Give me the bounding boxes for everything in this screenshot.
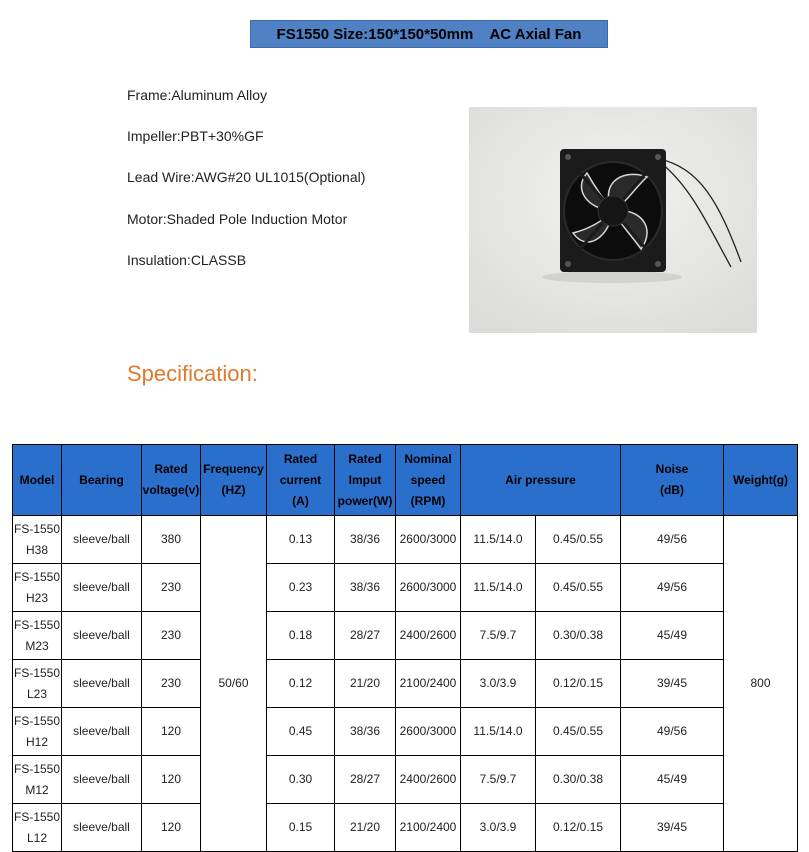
model-prefix: FS-1550 <box>13 809 61 824</box>
cell-air-pressure-2: 0.12/0.15 <box>536 660 621 708</box>
header-voltage-line: Rated <box>154 462 188 476</box>
cell-noise: 39/45 <box>621 660 724 708</box>
cell-current: 0.30 <box>267 756 335 804</box>
table-row <box>13 612 798 660</box>
cell-speed: 2100/2400 <box>396 804 461 852</box>
cell-bearing: sleeve/ball <box>62 756 142 804</box>
section-title: Specification: <box>127 361 258 386</box>
spec-frame: Frame:Aluminum Alloy <box>127 87 268 103</box>
cell-speed: 2600/3000 <box>396 564 461 612</box>
page-title: FS1550 Size:150*150*50mm AC Axial Fan <box>250 20 608 48</box>
cell-weight: 800 <box>724 516 798 852</box>
cell-power: 28/27 <box>335 756 396 804</box>
cell-bearing: sleeve/ball <box>62 804 142 852</box>
header-current-line: Rated <box>283 451 318 466</box>
spec-list <box>127 86 365 292</box>
header-weight: Weight(g) <box>724 445 798 516</box>
cell-air-pressure-1: 11.5/14.0 <box>461 516 536 564</box>
header-frequency <box>201 445 267 516</box>
header-power-line: Rated <box>348 451 382 466</box>
header-air-pressure: Air pressure <box>461 445 621 516</box>
header-model: Model <box>13 445 62 516</box>
cell-noise: 49/56 <box>621 708 724 756</box>
cell-model <box>13 708 62 756</box>
table-row <box>13 756 798 804</box>
header-noise <box>621 445 724 516</box>
cell-air-pressure-2: 0.30/0.38 <box>536 756 621 804</box>
cell-speed: 2400/2600 <box>396 756 461 804</box>
fan-photo <box>469 107 757 333</box>
model-suffix: H23 <box>25 590 48 605</box>
cell-air-pressure-2: 0.45/0.55 <box>536 516 621 564</box>
cell-current: 0.23 <box>267 564 335 612</box>
model-prefix: FS-1550 <box>13 665 61 680</box>
cell-power: 21/20 <box>335 660 396 708</box>
model-prefix: FS-1550 <box>13 761 61 776</box>
header-power <box>335 445 396 516</box>
header-speed <box>396 445 461 516</box>
header-current <box>267 445 335 516</box>
cell-frequency: 50/60 <box>201 516 267 852</box>
model-suffix: H12 <box>25 734 48 749</box>
cell-power: 38/36 <box>335 516 396 564</box>
cell-air-pressure-1: 11.5/14.0 <box>461 564 536 612</box>
cell-air-pressure-2: 0.45/0.55 <box>536 564 621 612</box>
header-current-line: current <box>279 472 322 487</box>
cell-model <box>13 804 62 852</box>
header-noise-line: (dB) <box>660 483 685 497</box>
header-power-line: power(W) <box>337 493 393 508</box>
model-prefix: FS-1550 <box>13 713 61 728</box>
model-suffix: M12 <box>25 782 49 797</box>
header-current-line: (A) <box>292 493 309 508</box>
header-voltage <box>142 445 201 516</box>
cell-bearing: sleeve/ball <box>62 708 142 756</box>
spec-lead-wire: Lead Wire:AWG#20 UL1015(Optional) <box>127 169 366 186</box>
model-suffix: L23 <box>26 686 48 701</box>
cell-model <box>13 516 62 564</box>
model-suffix: M23 <box>25 638 49 653</box>
cell-model <box>13 756 62 804</box>
table-header-row <box>13 445 798 516</box>
cell-voltage: 230 <box>142 564 201 612</box>
cell-power: 38/36 <box>335 708 396 756</box>
header-speed-line: speed <box>410 472 446 487</box>
header-frequency-line: (HZ) <box>221 483 246 497</box>
cell-bearing: sleeve/ball <box>62 564 142 612</box>
table-row <box>13 660 798 708</box>
cell-model <box>13 612 62 660</box>
spec-motor: Motor:Shaded Pole Induction Motor <box>127 210 348 227</box>
model-prefix: FS-1550 <box>13 521 61 536</box>
header-speed-line: (RPM) <box>410 493 446 508</box>
cell-noise: 45/49 <box>621 756 724 804</box>
model-prefix: FS-1550 <box>13 569 61 584</box>
table-row <box>13 708 798 756</box>
cell-current: 0.12 <box>267 660 335 708</box>
cell-air-pressure-1: 7.5/9.7 <box>461 756 536 804</box>
cell-power: 21/20 <box>335 804 396 852</box>
cell-voltage: 230 <box>142 612 201 660</box>
cell-air-pressure-2: 0.45/0.55 <box>536 708 621 756</box>
cell-current: 0.15 <box>267 804 335 852</box>
cell-air-pressure-1: 11.5/14.0 <box>461 708 536 756</box>
cell-noise: 39/45 <box>621 804 724 852</box>
cell-bearing: sleeve/ball <box>62 660 142 708</box>
model-suffix: H38 <box>25 542 48 557</box>
cell-current: 0.13 <box>267 516 335 564</box>
spec-impeller: Impeller:PBT+30%GF <box>127 128 264 145</box>
cell-voltage: 120 <box>142 756 201 804</box>
spec-table <box>12 444 798 852</box>
header-speed-line: Nominal <box>404 451 452 466</box>
cell-current: 0.18 <box>267 612 335 660</box>
cell-air-pressure-1: 3.0/3.9 <box>461 660 536 708</box>
cell-air-pressure-2: 0.12/0.15 <box>536 804 621 852</box>
cell-air-pressure-1: 3.0/3.9 <box>461 804 536 852</box>
header-noise-line: Noise <box>655 462 689 476</box>
cell-speed: 2600/3000 <box>396 516 461 564</box>
cell-current: 0.45 <box>267 708 335 756</box>
table-row <box>13 516 798 564</box>
cell-voltage: 380 <box>142 516 201 564</box>
cell-bearing: sleeve/ball <box>62 612 142 660</box>
spec-insulation: Insulation:CLASSB <box>127 251 247 268</box>
cell-model <box>13 564 62 612</box>
model-prefix: FS-1550 <box>13 617 61 632</box>
cell-air-pressure-2: 0.30/0.38 <box>536 612 621 660</box>
cell-noise: 49/56 <box>621 516 724 564</box>
cell-model <box>13 660 62 708</box>
cell-bearing: sleeve/ball <box>62 516 142 564</box>
cell-speed: 2100/2400 <box>396 660 461 708</box>
header-voltage-line: voltage(v) <box>142 483 200 497</box>
cell-voltage: 120 <box>142 804 201 852</box>
cell-power: 38/36 <box>335 564 396 612</box>
cell-speed: 2400/2600 <box>396 612 461 660</box>
cell-voltage: 120 <box>142 708 201 756</box>
header-frequency-line: Frequency <box>203 462 264 476</box>
header-bearing: Bearing <box>62 445 142 516</box>
table-row <box>13 804 798 852</box>
header-power-line: Imput <box>348 472 382 487</box>
cell-power: 28/27 <box>335 612 396 660</box>
model-suffix: L12 <box>26 830 48 845</box>
cell-noise: 49/56 <box>621 564 724 612</box>
cell-noise: 45/49 <box>621 612 724 660</box>
cell-voltage: 230 <box>142 660 201 708</box>
fan-illustration <box>469 107 757 333</box>
cell-air-pressure-1: 7.5/9.7 <box>461 612 536 660</box>
cell-speed: 2600/3000 <box>396 708 461 756</box>
table-row <box>13 564 798 612</box>
